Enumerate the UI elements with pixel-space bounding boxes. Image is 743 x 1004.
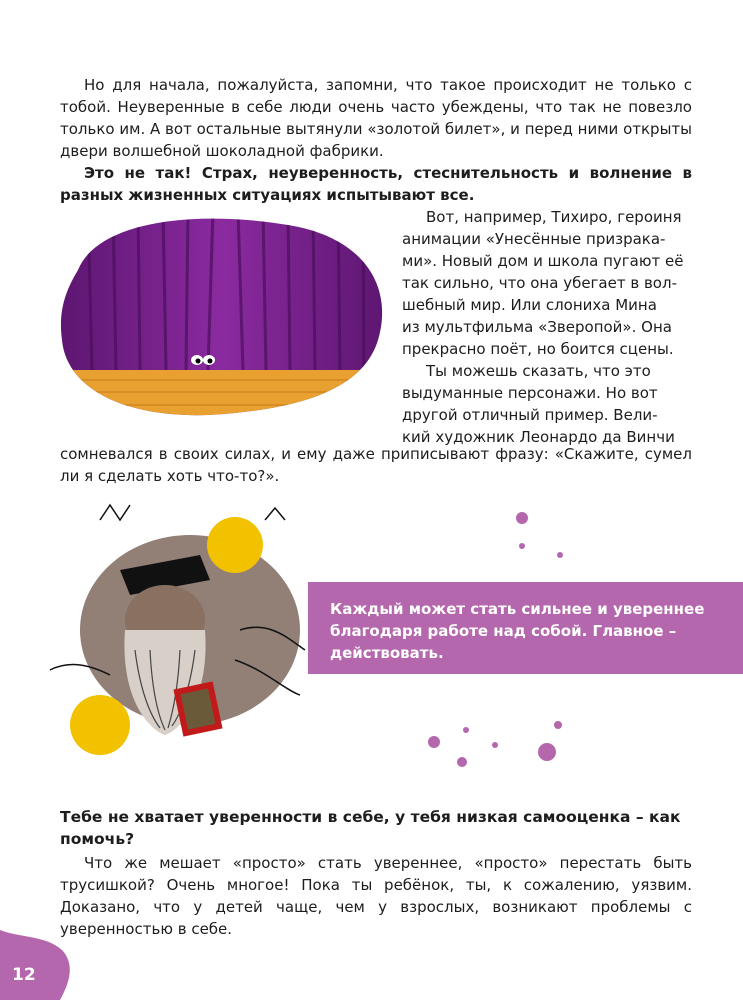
page-number: 12	[12, 965, 36, 985]
text-line: Ты можешь сказать, что это	[426, 362, 651, 380]
text-line: другой отличный пример. Вели-	[402, 406, 658, 424]
paint-splatter-dots	[410, 500, 610, 780]
text-line: ми». Новый дом и школа пугают её	[402, 252, 684, 270]
text-line: шебный мир. Или слониха Мина	[402, 296, 657, 314]
text-line: выдуманные персонажи. Но вот	[402, 384, 658, 402]
leonardo-portrait-illustration	[40, 500, 310, 770]
closing-paragraph: Что же мешает «просто» стать увереннее, «просто» перестать быть трусишкой? Очень многое! Пока ты ребёнок, ты, к сожалению, уязвим. Доказано, что у детей чаще, чем у взрослых, возникают проблемы с уверенностью в себе.	[60, 854, 692, 938]
text-line: Вот, например, Тихиро, героиня	[426, 208, 682, 226]
continuation-paragraph: сомневался в своих силах, и ему даже приписывают фразу: «Скажите, сумел ли я сделать хоть что-то?».	[60, 445, 692, 485]
section-heading: Тебе не хватает уверенности в себе, у тебя низкая самооценка – как помочь?	[60, 808, 681, 848]
callout-text: Каждый может стать сильнее и увереннее благодаря работе над собой. Главное – действовать.	[330, 600, 705, 662]
side-column-text	[402, 206, 692, 448]
intro-paragraph: Но для начала, пожалуйста, запомни, что такое происходит не только с тобой. Неуверенные в себе люди очень часто убеждены, что так не повезло только им. А вот остальные вытянули «золотой билет», и перед ними открыты двери волшебной шоколадной фабрики.	[60, 76, 692, 160]
text-line: прекрасно поёт, но боится сцены.	[402, 340, 674, 358]
text-line: кий художник Леонардо да Винчи	[402, 428, 675, 446]
text-line: анимации «Унесённые призрака-	[402, 230, 666, 248]
stage-curtain-illustration	[58, 210, 388, 420]
emphasis-paragraph: Это не так! Страх, неуверенность, стеснительность и волнение в разных жизненных ситуациях испытывают все.	[60, 164, 692, 204]
text-line: из мультфильма «Зверопой». Она	[402, 318, 672, 336]
text-line: так сильно, что она убегает в вол-	[402, 274, 677, 292]
